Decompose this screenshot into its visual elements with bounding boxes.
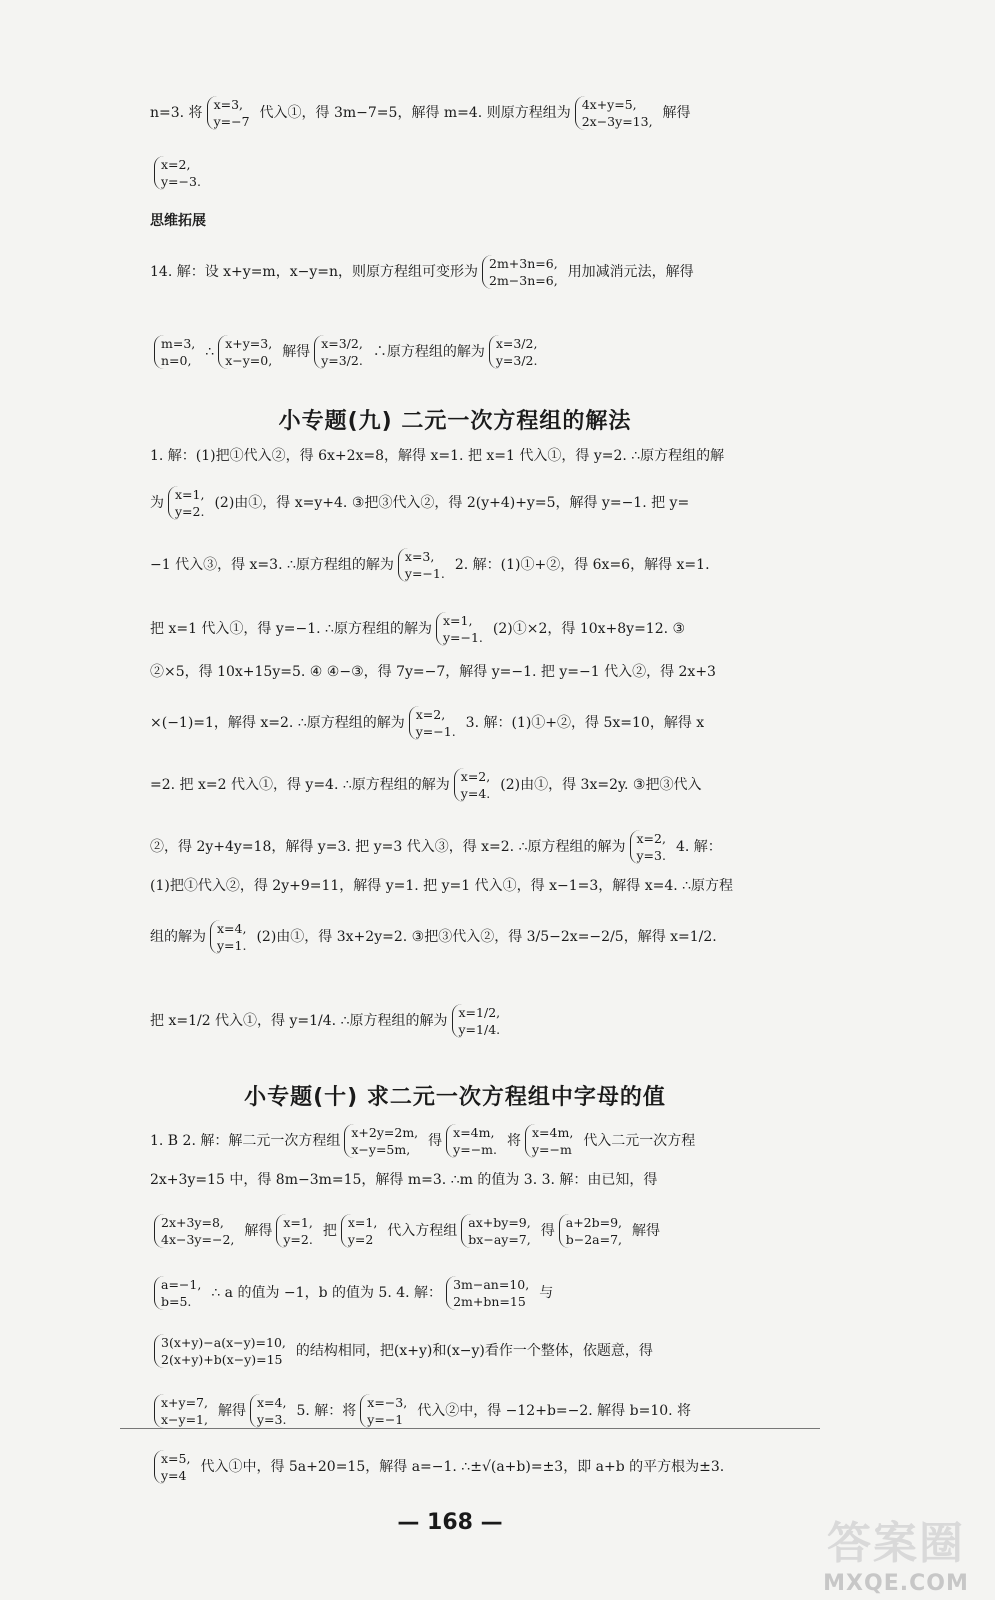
equation-system [276,1214,318,1248]
equation: a+2b=9, [565,1215,623,1230]
section-subheading: 思维拓展 [150,213,206,229]
equation: x=3/2, [495,336,538,351]
equation-system [341,1214,383,1248]
watermark-logo [801,1507,991,1596]
text-run: 为 [150,495,164,511]
text-run: =2. 把 x=2 代入①，得 y=4. ∴原方程组的解为 [150,777,450,793]
text-run: 2. 解：(1)①+②，得 6x=6，解得 x=1. [454,557,710,573]
equation: n=0, [161,353,192,368]
text-line [150,1124,760,1158]
equation: x=2, [415,707,446,722]
equation-system [250,1394,292,1428]
text-line [150,830,760,864]
equation-system [210,920,252,954]
text-run: ∴原方程组的解为 [372,344,485,360]
equation: 2m+bn=15 [453,1294,526,1309]
text-run: 解得 [218,1403,246,1419]
equation: y=−m [532,1142,572,1157]
text-run: 2x+3y=15 中，得 8m−3m=15，解得 m=3. ∴m 的值为 3. 3. 解：由已知，得 [150,1172,658,1188]
equation-system [154,1214,240,1248]
equation: x=4m, [453,1125,495,1140]
equation: 2m+3n=6, [489,256,558,271]
text-run: 解得 [662,105,691,121]
text-run: 用加减消元法，解得 [567,264,694,280]
text-run: n=3. 将 [150,105,203,121]
equation: y=4. [460,786,491,801]
equation: x=1, [347,1215,378,1230]
text-line [150,255,760,289]
text-run: 得 [540,1223,555,1239]
equation: bx−ay=7, [468,1232,531,1247]
text-run: 把 x=1/2 代入①，得 y=1/4. ∴原方程组的解为 [150,1013,448,1029]
equation-system [154,1394,214,1428]
equation: y=−1 [367,1412,404,1427]
equation-system [630,830,672,864]
equation: x=4, [257,1395,287,1410]
equation: y=−7 [213,114,250,129]
text-line [150,335,760,369]
equation: x=1, [283,1215,313,1230]
equation: y=2. [283,1232,313,1247]
text-line [150,156,760,190]
equation: x=2, [161,157,191,172]
equation: 2x+3y=8, [161,1215,224,1230]
equation: x=5, [161,1451,191,1466]
text-run: (1)把①代入②，得 2y+9=11，解得 y=1. 把 y=1 代入①，得 x−1=3，解得 x=4. ∴原方程 [150,878,734,894]
text-run: (2)①×2，得 10x+8y=12. ③ [492,621,686,637]
text-line [150,486,760,520]
equation: x+y=3, [225,336,273,351]
equation-system [559,1214,628,1248]
text-run: ②×5，得 10x+15y=5. ④ ④−③，得 7y=−7，解得 y=−1. 把 y=−1 代入②，得 2x+3 [150,664,716,680]
text-line [150,706,760,740]
equation: 2m−3n=6, [489,273,558,288]
equation: x=−3, [367,1395,408,1410]
page-number: — 168 — [397,1510,503,1535]
equation: 4x+y=5, [581,97,637,112]
text-run: ×(−1)=1，解得 x=2. ∴原方程组的解为 [150,715,405,731]
equation-system [207,96,256,130]
equation-system [489,335,544,369]
equation-system [575,96,659,130]
equation: y=−1. [404,566,445,581]
watermark-site: MXQE.COM [823,1571,969,1596]
equation-system [398,548,451,582]
equation: 2x−3y=13, [581,114,653,129]
text-run: ∴ a 的值为 −1，b 的值为 5. 4. 解： [211,1285,443,1301]
section-heading: 小专题(九) 二元一次方程组的解法 [278,409,632,434]
text-run: 代入方程组 [387,1223,458,1239]
equation: y=1. [217,938,247,953]
text-line [150,446,760,466]
equation-system [154,1450,196,1484]
equation-system [461,1214,536,1248]
equation: x=3/2, [321,336,363,351]
text-run: (2)由①，得 3x=2y. ③把③代入 [500,777,702,793]
equation-system [314,335,369,369]
equation: y=2. [175,504,205,519]
text-run: 代入②中，得 −12+b=−2. 解得 b=10. 将 [417,1403,692,1419]
equation: ax+by=9, [468,1215,531,1230]
text-run: 得 [428,1133,443,1149]
text-run: (2)由①，得 3x+2y=2. ③把③代入②，得 3/5−2x=−2/5，解得 x=1/2. [256,929,717,945]
equation: 3m−an=10, [453,1277,530,1292]
text-run: 与 [539,1285,554,1301]
equation: x=3, [213,97,244,112]
equation: a=−1, [161,1277,202,1292]
equation: x=1/2, [458,1005,501,1020]
equation: y=3/2. [495,353,538,368]
equation: y=3. [636,848,666,863]
equation: x+2y=2m, [351,1125,419,1140]
equation: y=3/2. [321,353,363,368]
equation: y=4 [161,1468,187,1483]
equation: x+y=7, [161,1395,208,1410]
text-run: 组的解为 [150,929,206,945]
text-run: 3. 解：(1)①+②，得 5x=10，解得 x [465,715,705,731]
equation-system [436,612,489,646]
text-line [150,1334,760,1368]
equation: b=5. [161,1294,192,1309]
text-run: −1 代入③，得 x=3. ∴原方程组的解为 [150,557,394,573]
equation: 4x−3y=−2, [161,1232,235,1247]
text-run: 14. 解：设 x+y=m，x−y=n，则原方程组可变形为 [150,264,478,280]
text-run: 代入①中，得 5a+20=15，解得 a=−1. ∴±√(a+b)=±3，即 a+b 的平方根为±3. [200,1459,725,1475]
equation: x−y=0, [225,353,273,368]
equation: y=−1. [442,630,483,645]
text-line [150,1276,760,1310]
equation: 3(x+y)−a(x−y)=10, [161,1335,286,1350]
equation: b−2a=7, [565,1232,623,1247]
equation-system [452,1004,507,1038]
equation: m=3, [161,336,196,351]
text-line [150,876,760,896]
equation-system [344,1124,424,1158]
footer-rule [120,1428,820,1429]
equation: x=2, [636,831,666,846]
equation-system [446,1276,535,1310]
text-line [150,768,760,802]
equation: x=1, [442,613,473,628]
text-run: 1. 解：(1)把①代入②，得 6x+2x=8，解得 x=1. 把 x=1 代入①，得 y=2. ∴原方程组的解 [150,448,725,464]
text-line [150,548,760,582]
text-run: 代入二元一次方程 [583,1133,696,1149]
text-run: ∴ [205,344,215,360]
equation-system [168,486,210,520]
text-run: 把 [322,1223,337,1239]
text-line [150,920,760,954]
watermark-mark: 答案圈 [827,1518,965,1569]
equation: y=3. [257,1412,287,1427]
text-run: 解得 [282,344,311,360]
text-run: 的结构相同，把(x+y)和(x−y)看作一个整体，依题意，得 [295,1343,653,1359]
equation-system [154,335,201,369]
text-run: 把 x=1 代入①，得 y=−1. ∴原方程组的解为 [150,621,432,637]
text-line [150,662,760,682]
text-run: 解得 [244,1223,273,1239]
text-run: 4. 解： [675,839,722,855]
equation-system [218,335,278,369]
text-line [150,1170,760,1190]
equation-system [446,1124,503,1158]
equation: y=1/4. [458,1022,501,1037]
equation: x=4m, [532,1125,574,1140]
equation: y=−1. [415,724,456,739]
text-run: 5. 解：将 [296,1403,357,1419]
equation-system [360,1394,413,1428]
text-line [150,612,760,646]
text-line [150,1394,760,1428]
equation-system [525,1124,579,1158]
equation-system [482,255,564,289]
equation-system [154,1276,207,1310]
equation: x=3, [404,549,435,564]
equation: x−y=1, [161,1412,208,1427]
equation-system [154,156,207,190]
equation: y=−3. [161,174,201,189]
equation-system [454,768,496,802]
section-heading: 小专题(十) 求二元一次方程组中字母的值 [244,1085,666,1110]
equation-system [154,1334,292,1368]
text-run: 解得 [632,1223,661,1239]
equation: y=2 [347,1232,374,1247]
text-run: ②，得 2y+4y=18，解得 y=3. 把 y=3 代入③，得 x=2. ∴原方程组的解为 [150,839,626,855]
text-run: 将 [507,1133,521,1149]
equation-system [409,706,462,740]
text-run: 1. B 2. 解：解二元一次方程组 [150,1133,341,1149]
equation: y=−m. [453,1142,497,1157]
equation: 2(x+y)+b(x−y)=15 [161,1352,283,1367]
equation: x−y=5m, [351,1142,411,1157]
text-line [150,96,760,130]
text-line [150,1004,760,1038]
equation: x=4, [217,921,247,936]
equation: x=2, [460,769,491,784]
text-run: 代入①，得 3m−7=5，解得 m=4. 则原方程组为 [259,105,571,121]
equation: x=1, [175,487,205,502]
text-line [150,1450,760,1484]
text-run: (2)由①，得 x=y+4. ③把③代入②，得 2(y+4)+y=5，解得 y=−1. 把 y= [214,495,690,511]
text-line [150,1214,760,1248]
